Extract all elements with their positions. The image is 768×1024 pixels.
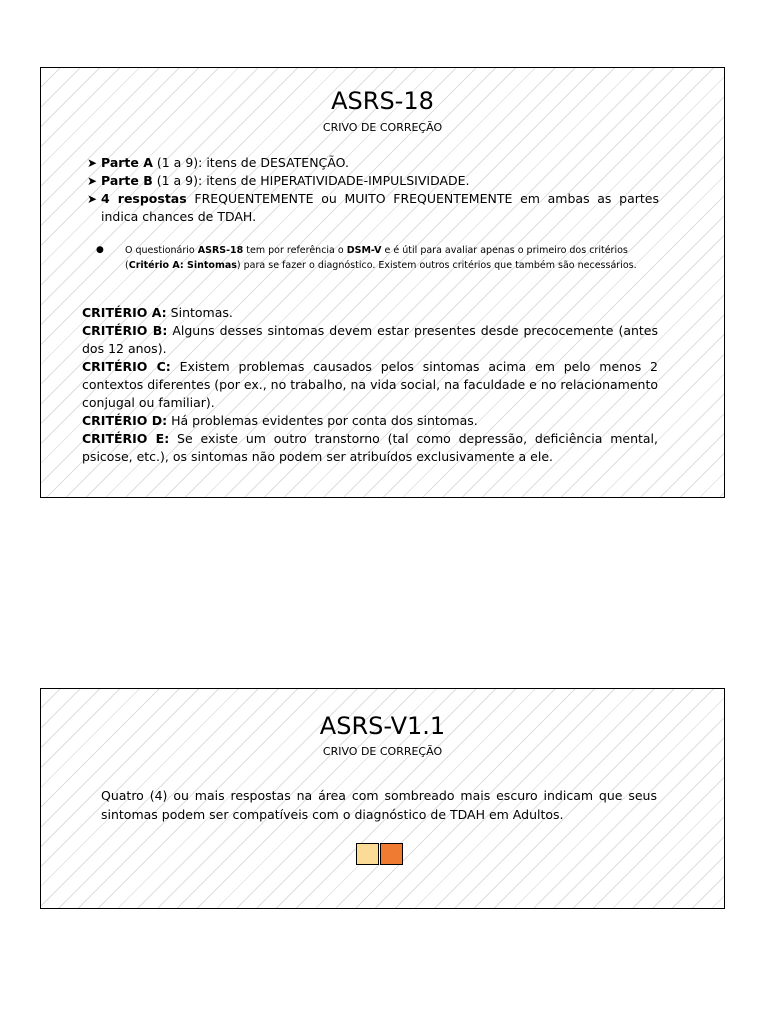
arrow-bullet-icon: ➤: [87, 156, 98, 170]
criterion-label: CRITÉRIO E:: [82, 431, 170, 446]
bullet-item: [87, 190, 659, 226]
criterion-item: [82, 430, 658, 466]
arrow-bullet-icon: ➤: [87, 192, 98, 206]
criterion-text: Sintomas.: [166, 305, 233, 320]
dsm-note: [96, 243, 659, 273]
dot-bullet-icon: ●: [96, 245, 104, 255]
scoring-instructions: Quatro (4) ou mais respostas na área com sombreado mais escuro indicam que seus sintomas podem ser compatíveis com o diagnóstico de TDAH em Adultos.: [101, 788, 657, 822]
bullet-item: [87, 172, 659, 190]
criterion-label: CRITÉRIO D:: [82, 413, 168, 428]
note-text: ) para se fazer o diagnóstico. Existem outros critérios que também são necessários.: [236, 260, 637, 271]
bullet-text: (1 a 9): itens de DESATENÇÃO.: [152, 155, 349, 170]
criterion-label: CRITÉRIO A:: [82, 305, 167, 320]
criterion-text: Existem problemas causados pelos sintomas acima em pelo menos 2 contextos diferentes (por ex., no trabalho, na vida social, na faculdade e no relacionamento conjugal ou familiar).: [82, 359, 658, 410]
bullet-text: FREQUENTEMENTE ou MUITO FREQUENTEMENTE em ambas as partes indica chances de TDAH.: [101, 191, 659, 224]
criterion-item: [82, 304, 658, 322]
note-bold: Critério A: Sintomas: [128, 260, 237, 271]
note-text: O questionário: [125, 245, 198, 256]
panel-subtitle: CRIVO DE CORREÇÃO: [322, 121, 443, 134]
criterion-label: CRITÉRIO C:: [82, 359, 171, 374]
criterion-text: Se existe um outro transtorno (tal como depressão, deficiência mental, psicose, etc.), os sintomas não podem ser atribuídos exclusivamente a ele.: [82, 431, 659, 464]
bullet-bold: Parte B: [101, 173, 153, 188]
criterion-text: Há problemas evidentes por conta dos sintomas.: [167, 413, 478, 428]
criteria-list: [82, 304, 658, 466]
panel-title: ASRS-18: [331, 87, 434, 115]
note-text: tem por referência o: [243, 245, 347, 256]
panel-title: ASRS-V1.1: [319, 712, 446, 740]
note-bold: DSM-V: [346, 245, 382, 256]
dark-shade-swatch: [380, 843, 403, 865]
note-bold: ASRS-18: [197, 245, 244, 256]
asrs-v11-panel: [40, 688, 725, 909]
criterion-item: [82, 322, 658, 358]
asrs18-panel: [40, 67, 725, 498]
panel-subtitle: CRIVO DE CORREÇÃO: [322, 745, 443, 758]
bullet-text: (1 a 9): itens de HIPERATIVIDADE-IMPULSIVIDADE.: [152, 173, 470, 188]
bullet-bold: 4 respostas: [101, 191, 187, 206]
bullet-item: [87, 154, 659, 172]
criterion-item: [82, 358, 658, 412]
bullet-bold: Parte A: [101, 155, 153, 170]
note-text: e é útil para avaliar apenas o primeiro dos critérios (: [125, 245, 628, 271]
criterion-item: [82, 412, 658, 430]
criterion-text: Alguns desses sintomas devem estar presentes desde precocemente (antes dos 12 anos).: [82, 323, 659, 356]
bullet-list: [87, 154, 659, 226]
arrow-bullet-icon: ➤: [87, 174, 98, 188]
criterion-label: CRITÉRIO B:: [82, 323, 168, 338]
light-shade-swatch: [356, 843, 379, 865]
